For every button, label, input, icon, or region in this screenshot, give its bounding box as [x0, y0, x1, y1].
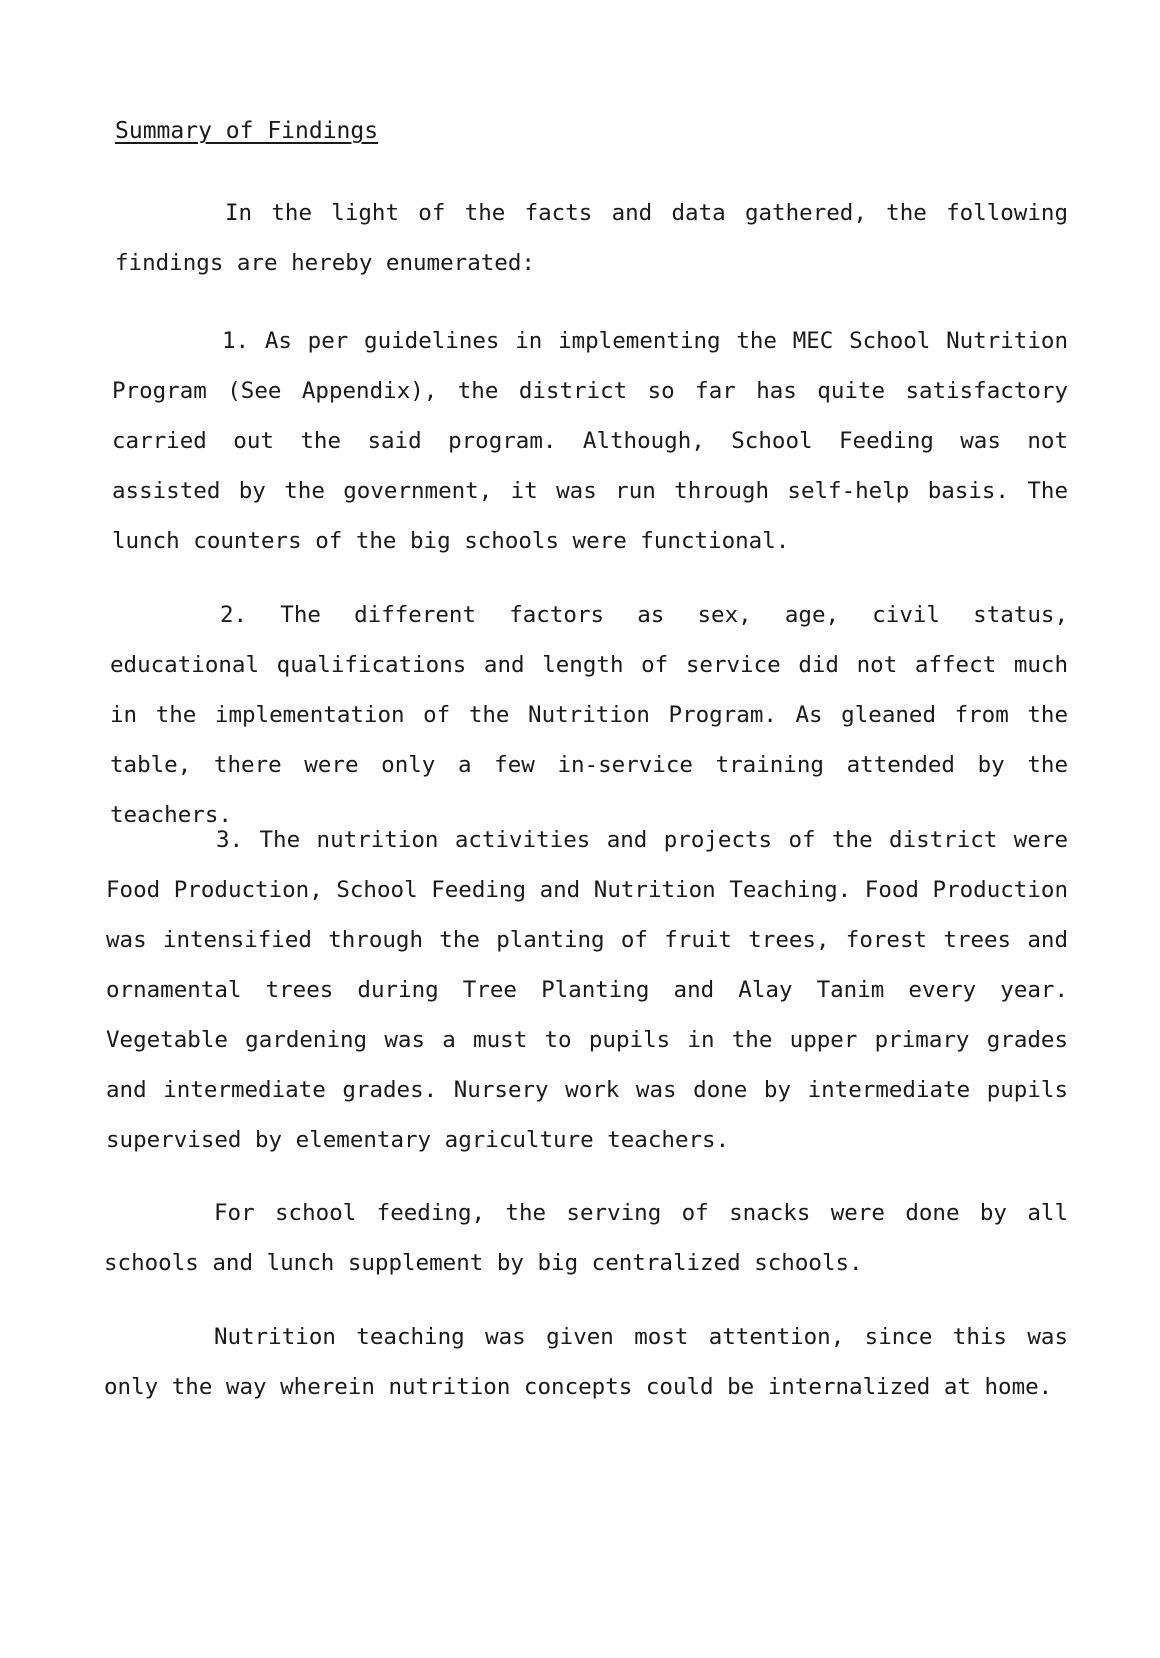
- intro-paragraph: In the light of the facts and data gathered, the following findings are hereby enumerated:: [115, 200, 1068, 276]
- finding-2-paragraph: 2. The different factors as sex, age, civil status, educational qualifications and length of service did not affect much in the implementation of the Nutrition Program. As gleaned from the table, there were only a few in-service training attended by the teachers.: [110, 602, 1068, 828]
- school-feeding-paragraph: For school feeding, the serving of snacks were done by all schools and lunch supplement by big centralized schools.: [104, 1200, 1068, 1276]
- finding-1-paragraph: 1. As per guidelines in implementing the MEC School Nutrition Program (See Appendix), the district so far has quite satisfactory carried out the said program. Although, School Feeding was not assisted by the government, it was run through self-help basis. The lunch counters of the big schools were functional.: [112, 328, 1068, 554]
- page-title: Summary of Findings: [115, 118, 379, 144]
- nutrition-teaching-paragraph: Nutrition teaching was given most attention, since this was only the way wherein nutrition concepts could be internalized at home.: [104, 1324, 1068, 1400]
- finding-3-paragraph: 3. The nutrition activities and projects of the district were Food Production, School Feeding and Nutrition Teaching. Food Production was intensified through the planting of fruit trees, forest trees and ornamental trees during Tree Planting and Alay Tanim every year. Vegetable gardening was a must to pupils in the upper primary grades and intermediate grades. Nursery work was done by intermediate pupils supervised by elementary agriculture teachers.: [106, 827, 1068, 1153]
